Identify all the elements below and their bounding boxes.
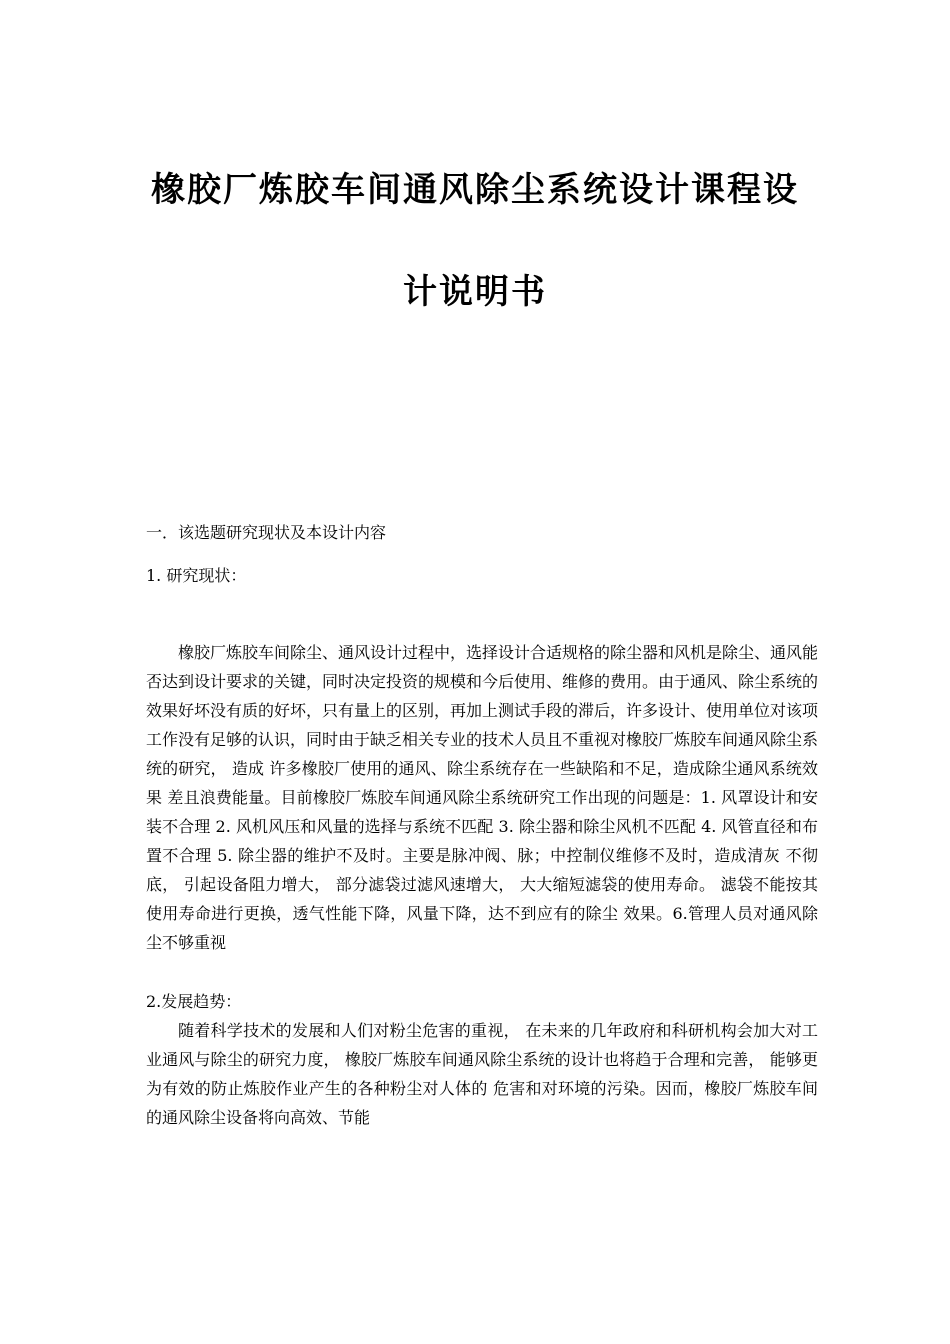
paragraph-development-trend: 随着科学技术的发展和人们对粉尘危害的重视， 在未来的几年政府和科研机构会加大对工业通风与除尘的研究力度， 橡胶厂炼胶车间通风除尘系统的设计也将趋于合理和完善， 能够更为有效的防止炼胶作业产生的各种粉尘对人体的 危害和对环境的污染。因而，橡胶厂炼胶车间的通风除尘设备将向高效、节能 [146, 1021, 818, 1127]
paragraph-research-status: 橡胶厂炼胶车间除尘、通风设计过程中，选择设计合适规格的除尘器和风机是除尘、通风能否达到设计要求的关键，同时决定投资的规模和今后使用、维修的费用。由于通风、除尘系统的效果好坏没有质的好坏，只有量上的区别，再加上测试手段的滞后，许多设计、使用单位对该项工作没有足够的认识，同时由于缺乏相关专业的技术人员且不重视对橡胶厂炼胶车间通风除尘系统的研究， 造成 许多橡胶厂使用的通风、除尘系统存在一些缺陷和不足，造成除尘通风系统效果 差且浪费能量。目前橡胶厂炼胶车间通风除尘系统研究工作出现的问题是：1. 风罩设计和安装不合理 2. 风机风压和风量的选择与系统不匹配 3. 除尘器和除尘风机不匹配 4. 风管直径和布置不合理 5. 除尘器的维护不及时。主要是脉冲阀、脉；中控制仪维修不及时，造成清灰 不彻底， 引起设备阻力增大， 部分滤袋过滤风速增大， 大大缩短滤袋的使用寿命。 滤袋不能按其使用寿命进行更换，透气性能下降，风量下降，达不到应有的除尘 效果。6.管理人员对通风除尘不够重视 [146, 643, 819, 952]
subsection-heading-research-status: 1. 研究现状： [146, 566, 247, 585]
document-body [146, 518, 818, 1132]
subsection-heading-development-trend: 2.发展趋势： [146, 992, 242, 1011]
document-title-line-1: 橡胶厂炼胶车间通风除尘系统设计课程设 [151, 170, 799, 210]
section-heading: 一．该选题研究现状及本设计内容 [146, 523, 387, 542]
document-title-line-2: 计说明书 [403, 272, 547, 312]
